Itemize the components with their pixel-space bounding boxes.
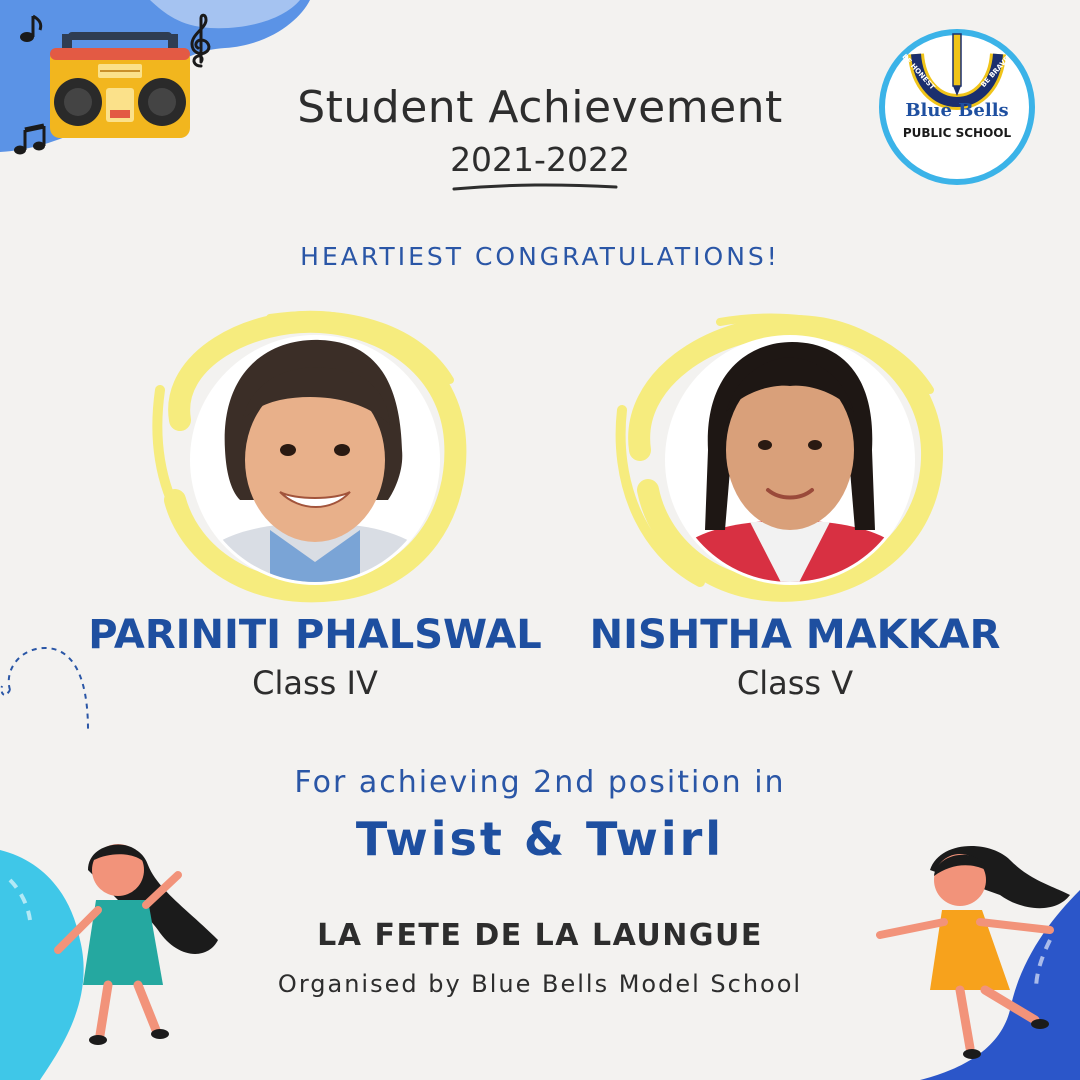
student-photo-1 xyxy=(120,300,480,620)
event-name: Twist & Twirl xyxy=(355,812,725,866)
student-photo-2 xyxy=(600,300,960,620)
competition-title: LA FETE DE LA LAUNGUE xyxy=(317,918,763,953)
student-class-2: Class V xyxy=(736,664,854,702)
student-class-1: Class IV xyxy=(252,664,378,702)
year-underline xyxy=(450,182,620,192)
page-title: Student Achievement xyxy=(297,82,783,133)
student-name-2: NISHTHA MAKKAR xyxy=(589,612,1001,658)
dancing-girl-icon xyxy=(28,830,228,1070)
logo-motto-right: BE BRAVE xyxy=(979,55,1012,89)
year-label: 2021-2022 xyxy=(450,140,630,179)
achievement-text: For achieving 2nd position in xyxy=(294,765,786,800)
congrats-heading: HEARTIEST CONGRATULATIONS! xyxy=(300,242,780,271)
organiser-text: Organised by Blue Bells Model School xyxy=(277,970,803,998)
logo-subtitle: PUBLIC SCHOOL xyxy=(902,126,1012,140)
logo-name: Blue Bells xyxy=(905,100,1009,121)
dancing-girl-icon xyxy=(870,840,1070,1070)
music-note-icon xyxy=(18,12,48,46)
logo-motto-left: BE HONEST xyxy=(900,52,937,92)
treble-clef-icon xyxy=(186,12,216,70)
student-name-1: PARINITI PHALSWAL xyxy=(88,612,542,658)
dashed-swirl xyxy=(0,630,100,740)
